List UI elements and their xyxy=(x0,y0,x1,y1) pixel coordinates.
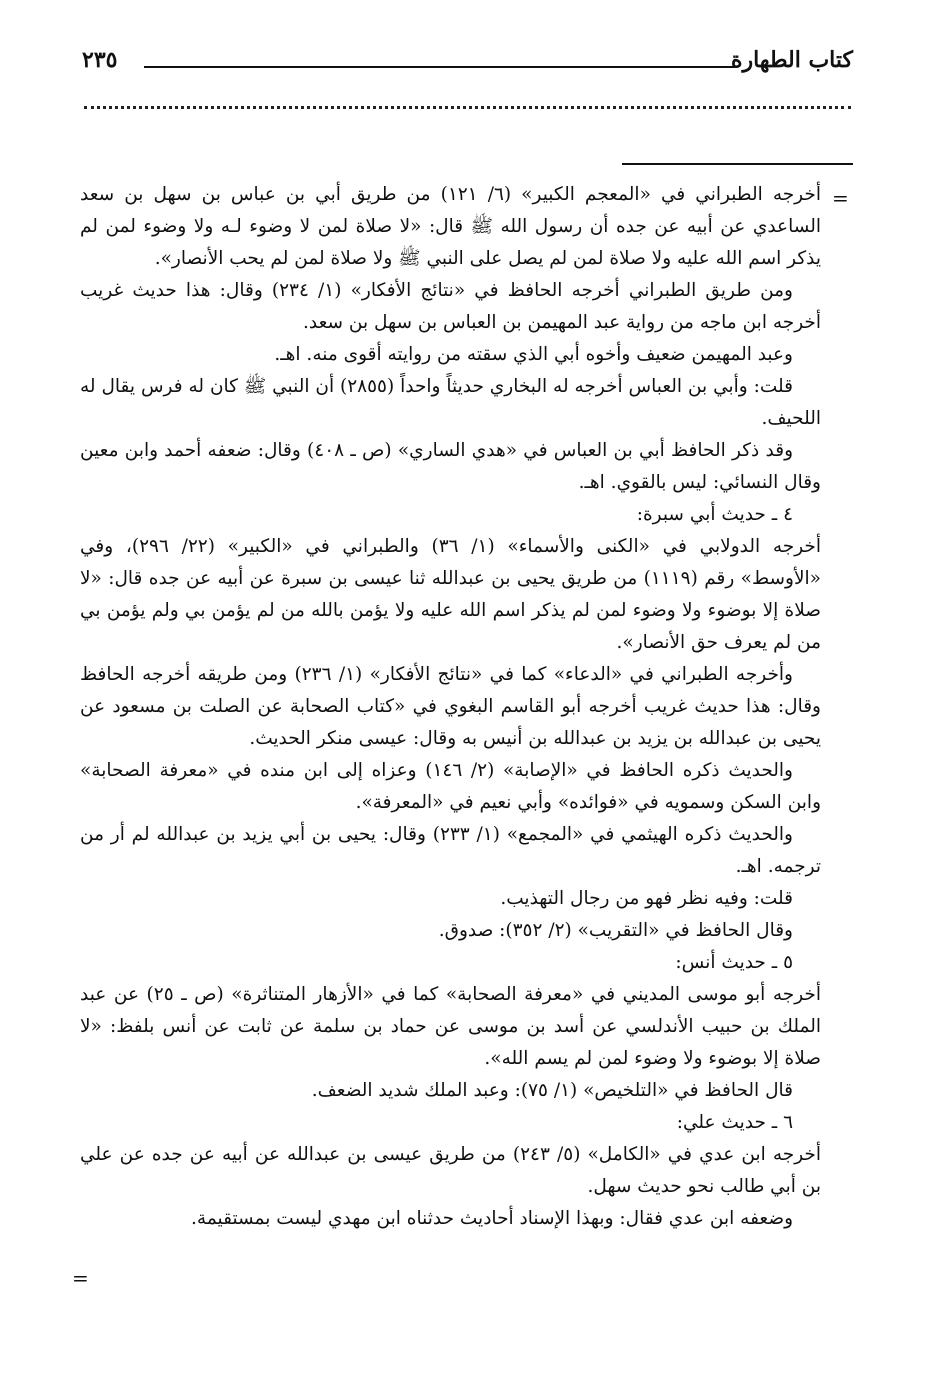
footnote-paragraph: أخرجه الطبراني في «المعجم الكبير» (٦/ ١٢١) من طريق أبي بن عباس بن سهل بن سعد الساعدي عن أبيه عن جده أن رسول الله ﷺ قال: «لا صلاة لمن لا وضوء لـه ولا وضوء لمن لم يذكر اسم الله عليه ولا صلاة لمن لم يصل على النبي ﷺ ولا صلاة لمن لم يحب الأنصار». xyxy=(80,184,821,269)
section-heading: ٦ ـ حديث علي: xyxy=(676,1112,793,1133)
footnote-rule xyxy=(622,163,853,165)
continuation-mark-top: = xyxy=(832,186,849,210)
running-title: كتاب الطهارة xyxy=(730,47,853,73)
footnote-paragraph: قلت: وأبي بن العباس أخرجه له البخاري حديثاً واحداً (٢٨٥٥) أن النبي ﷺ كان له فرس يقال له اللحيف. xyxy=(80,376,821,429)
footnote-paragraph: قلت: وفيه نظر فهو من رجال التهذيب. xyxy=(500,888,793,909)
dotted-separator xyxy=(84,106,851,109)
footnote-paragraph: وأخرجه الطبراني في «الدعاء» كما في «نتائج الأفكار» (١/ ٢٣٦) ومن طريقه أخرجه الحافظ وقال: هذا حديث غريب أخرجه أبو القاسم البغوي في «كتاب الصحابة عن الصلت بن مسعود عن يحيى بن عبدالله بن يزيد بن عبدالله بن أنيس به وقال: عيسى منكر الحديث. xyxy=(80,664,821,749)
footnote-paragraph: وعبد المهيمن ضعيف وأخوه أبي الذي سقته من روايته أقوى منه. اهـ. xyxy=(274,344,793,365)
footnote-paragraph: والحديث ذكره الهيثمي في «المجمع» (١/ ٢٣٣) وقال: يحيى بن أبي يزيد بن عبدالله لم أر من ترجمه. اهـ. xyxy=(80,824,821,877)
footnote-paragraph: قال الحافظ في «التلخيص» (١/ ٧٥): وعبد الملك شديد الضعف. xyxy=(311,1080,793,1101)
page-number: ٢٣٥ xyxy=(82,47,118,73)
section-heading: ٥ ـ حديث أنس: xyxy=(675,952,793,973)
footnote-paragraph: وضعفه ابن عدي فقال: وبهذا الإسناد أحاديث حدثناه ابن مهدي ليست بمستقيمة. xyxy=(191,1208,793,1229)
page-header xyxy=(82,40,853,80)
footnote-paragraph: أخرجه ابن عدي في «الكامل» (٥/ ٢٤٣) من طريق عيسى بن عبدالله عن أبيه عن جده عن علي بن أبي طالب نحو حديث سهل. xyxy=(80,1144,821,1197)
footnote-paragraph: وقد ذكر الحافظ أبي بن العباس في «هدي الساري» (ص ـ ٤٠٨) وقال: ضعفه أحمد وابن معين وقال النسائي: ليس بالقوي. اهـ. xyxy=(80,440,821,493)
footnote-paragraph: والحديث ذكره الحافظ في «الإصابة» (٢/ ١٤٦) وعزاه إلى ابن منده في «معرفة الصحابة» وابن السكن وسمويه في «فوائده» وأبي نعيم في «المعرفة». xyxy=(80,760,821,813)
footnote-body xyxy=(80,179,821,1235)
continuation-mark-bottom: = xyxy=(72,1266,89,1290)
footnote-paragraph: ومن طريق الطبراني أخرجه الحافظ في «نتائج الأفكار» (١/ ٢٣٤) وقال: هذا حديث غريب أخرجه ابن ماجه من رواية عبد المهيمن بن العباس بن سهل بن سعد. xyxy=(80,280,821,333)
footnote-paragraph: أخرجه الدولابي في «الكنى والأسماء» (١/ ٣٦) والطبراني في «الكبير» (٢٢/ ٢٩٦)، وفي «الأوسط» رقم (١١١٩) من طريق يحيى بن عبدالله ثنا عيسى بن سبرة عن أبيه عن جده قال: «لا صلاة إلا بوضوء ولا وضوء لمن لم يذكر اسم الله عليه ولا يؤمن بالله من لم يؤمن بي ولم يؤمن بي من لم يعرف حق الأنصار». xyxy=(80,536,821,653)
footnote-paragraph: وقال الحافظ في «التقريب» (٢/ ٣٥٢): صدوق. xyxy=(438,920,793,941)
footnote-paragraph: أخرجه أبو موسى المديني في «معرفة الصحابة» كما في «الأزهار المتناثرة» (ص ـ ٢٥) عن عبد الملك بن حبيب الأندلسي عن أسد بن موسى عن حماد بن سلمة عن ثابت عن أنس بلفظ: «لا صلاة إلا بوضوء ولا وضوء لمن لم يسم الله». xyxy=(80,984,822,1069)
section-heading: ٤ ـ حديث أبي سبرة: xyxy=(636,504,793,525)
header-rule xyxy=(144,66,735,68)
